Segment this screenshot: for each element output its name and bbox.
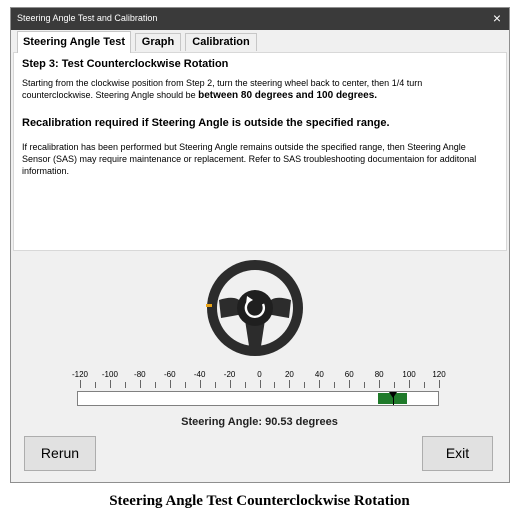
scale-tick [185, 382, 186, 388]
recalibration-warning: Recalibration required if Steering Angle is outside the specified range. [22, 117, 390, 129]
scale-tick [260, 380, 261, 388]
scale-label: 120 [432, 370, 446, 379]
tab-steering-angle-test[interactable]: Steering Angle Test [17, 31, 131, 53]
instruction-body: Starting from the clockwise position from Step 2, turn the steering wheel back to center, then 1/4 turn counterclockwise. Steering Angle should be [22, 78, 423, 100]
steering-test-window [10, 7, 510, 483]
instruction-range: between 80 degrees and 100 degrees. [198, 90, 378, 101]
scale-tick [170, 380, 171, 388]
figure-caption: Steering Angle Test Counterclockwise Rotation [109, 493, 410, 509]
tab-graph[interactable]: Graph [135, 33, 181, 51]
scale-tick [140, 380, 141, 388]
scale-tick [349, 380, 350, 388]
scale-tick [424, 382, 425, 388]
scale-tick [439, 380, 440, 388]
scale-label: -100 [101, 370, 118, 379]
scale-tick [304, 382, 305, 388]
scale-tick [245, 382, 246, 388]
scale-label: -120 [71, 370, 88, 379]
scale-label: 40 [314, 370, 324, 379]
scale-tick [155, 382, 156, 388]
scale-label: -60 [163, 370, 176, 379]
scale-tick [95, 382, 96, 388]
instruction-text [22, 77, 492, 102]
scale-label: 80 [374, 370, 384, 379]
scale-tick [80, 380, 81, 388]
scale-label: 100 [402, 370, 416, 379]
scale-tick [319, 380, 320, 388]
steering-angle-gauge [77, 391, 439, 406]
steering-wheel-icon [203, 256, 307, 360]
tab-calibration[interactable]: Calibration [185, 33, 257, 51]
steering-angle-readout: Steering Angle: 90.53 degrees [181, 416, 338, 428]
exit-button[interactable]: Exit [422, 436, 493, 471]
close-icon[interactable]: × [492, 10, 501, 26]
scale-tick [289, 380, 290, 388]
instructions-panel [13, 52, 507, 251]
scale-label: -40 [193, 370, 206, 379]
sas-note: If recalibration has been performed but Steering Angle remains outside the specified range, then Steering Angle Sensor (SAS) may require maintenance or replacement. Refer to SAS troubleshooting documentaion for additonal information. [22, 142, 477, 176]
scale-tick [200, 380, 201, 388]
scale-label: 0 [257, 370, 262, 379]
wheel-position-marker [206, 304, 212, 307]
scale-label: 60 [344, 370, 354, 379]
scale-tick [364, 382, 365, 388]
scale-tick [110, 380, 111, 388]
scale-label: -20 [223, 370, 236, 379]
scale-tick [394, 382, 395, 388]
title-bar [11, 8, 509, 30]
tab-strip [13, 31, 503, 53]
scale-tick [334, 382, 335, 388]
scale-tick [379, 380, 380, 388]
scale-tick [215, 382, 216, 388]
angle-needle [389, 392, 397, 398]
step-heading: Step 3: Test Counterclockwise Rotation [22, 58, 229, 70]
scale-tick [274, 382, 275, 388]
scale-tick [230, 380, 231, 388]
rerun-button[interactable]: Rerun [24, 436, 96, 471]
scale-tick [409, 380, 410, 388]
scale-tick [125, 382, 126, 388]
window-title: Steering Angle Test and Calibration [17, 13, 158, 23]
scale-label: 20 [284, 370, 294, 379]
scale-label: -80 [134, 370, 146, 379]
